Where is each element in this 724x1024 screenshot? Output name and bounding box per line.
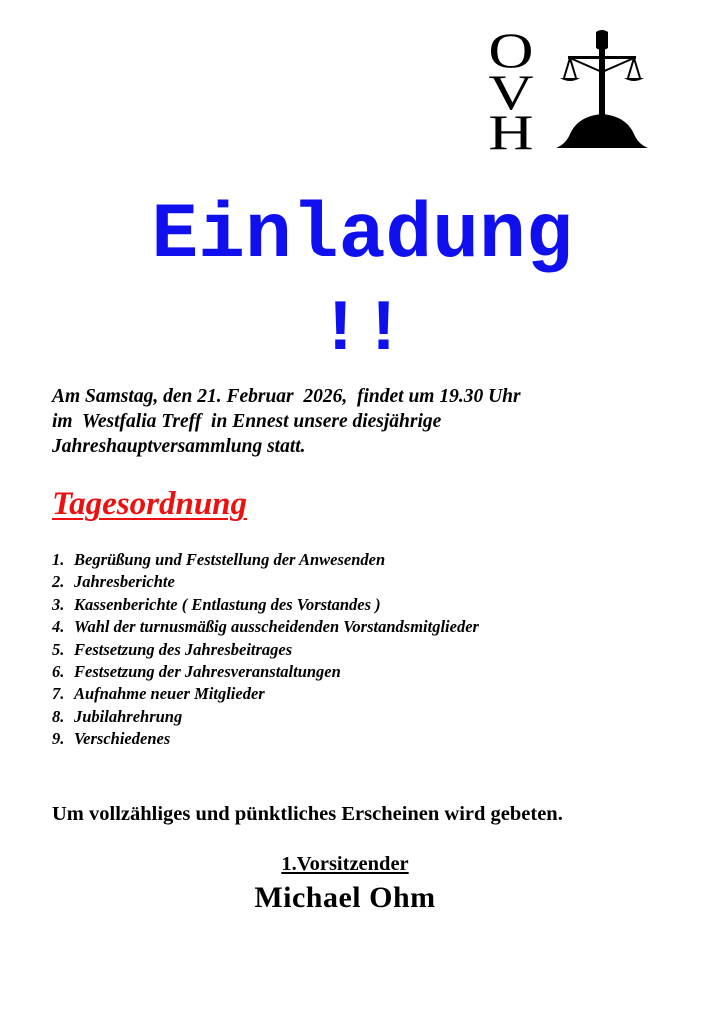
agenda-item: [52, 683, 479, 705]
agenda-item-text: Wahl der turnusmäßig ausscheidenden Vorstandsmitglieder: [74, 617, 479, 637]
agenda-item-number: 1.: [52, 550, 65, 569]
agenda-item-number: 2.: [52, 572, 65, 592]
agenda-item-number: 8.: [52, 706, 65, 726]
agenda-item-text: Jubilahrehrung: [74, 706, 183, 726]
agenda-item-number: 3.: [52, 594, 65, 614]
intro-line: Jahreshauptversammlung statt.: [52, 436, 306, 457]
agenda-item: [52, 571, 479, 593]
agenda-item: [52, 594, 479, 616]
spade-scales-on-hill-icon: [556, 28, 648, 154]
agenda-item-text: Jahresberichte: [74, 572, 175, 592]
logo-letter-o: O: [488, 22, 534, 78]
agenda-item-text: Festsetzung der Jahresveranstaltungen: [74, 662, 341, 682]
title-exclamation: !!: [318, 289, 406, 371]
club-logo: [478, 22, 648, 160]
agenda-item-number: 5.: [52, 639, 65, 659]
agenda-list: [52, 549, 479, 751]
agenda-item: [52, 639, 479, 661]
agenda-item-number: 4.: [52, 617, 65, 637]
agenda-item: [52, 728, 479, 750]
agenda-item: [52, 549, 479, 571]
agenda-item-text: Begrüßung und Feststellung der Anwesenden: [74, 550, 386, 569]
agenda-item-text: Aufnahme neuer Mitglieder: [74, 684, 265, 704]
agenda-item-text: Verschiedenes: [74, 729, 171, 749]
intro-line: im Westfalia Treff in Ennest unsere diesjährige: [52, 411, 442, 432]
agenda-item: [52, 661, 479, 683]
logo-letter-v: V: [488, 64, 534, 120]
agenda-item-text: Festsetzung des Jahresbeitrages: [74, 639, 293, 659]
agenda-item-number: 6.: [52, 662, 65, 682]
signature-name: Michael Ohm: [254, 881, 436, 914]
logo-letters: [478, 22, 544, 160]
intro-paragraph: [52, 384, 672, 459]
agenda-item-number: 7.: [52, 684, 65, 704]
closing-sentence: Um vollzähliges und pünktliches Erscheinen wird gebeten.: [52, 803, 563, 825]
agenda-heading: Tagesordnung: [52, 486, 248, 522]
agenda-item: [52, 616, 479, 638]
agenda-item-text: Kassenberichte ( Entlastung des Vorstandes ): [74, 594, 381, 614]
agenda-item: [52, 706, 479, 728]
signature-role: 1.Vorsitzender: [281, 853, 409, 875]
agenda-item-number: 9.: [52, 729, 65, 749]
invitation-title: Einladung: [151, 192, 573, 280]
intro-line: Am Samstag, den 21. Februar 2026, findet um 19.30 Uhr: [52, 386, 521, 407]
logo-letter-h: H: [488, 104, 534, 160]
